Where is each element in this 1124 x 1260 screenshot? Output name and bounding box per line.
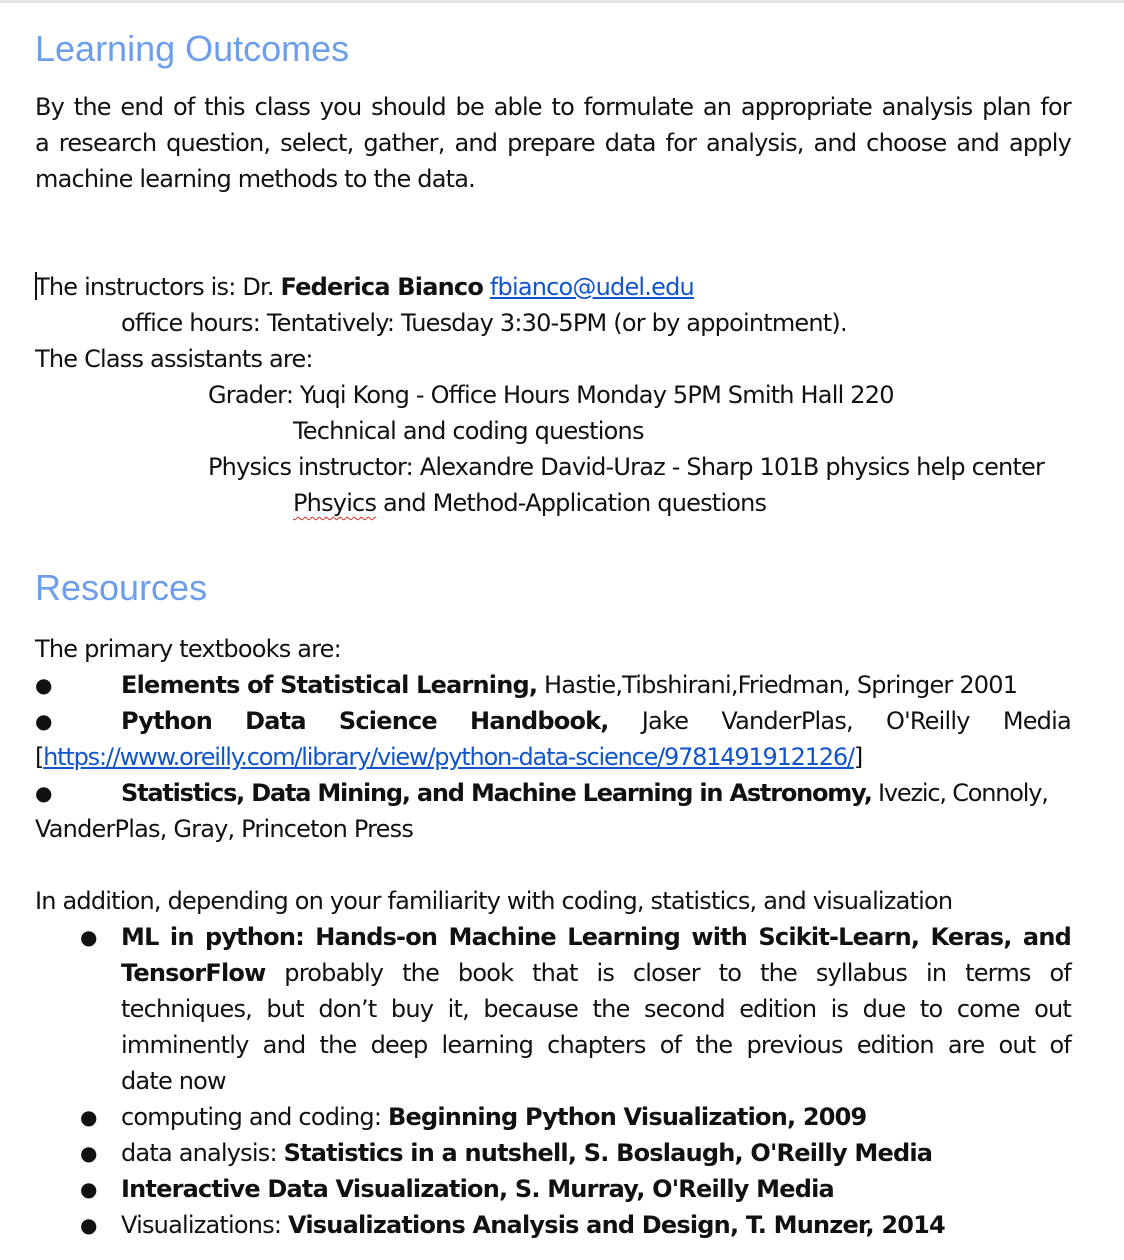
extra-resource-1: computing and coding: Beginning Python Visualization, 2009 <box>121 1103 867 1131</box>
textbook-2: Python Data Science Handbook, Jake VanderPlas, O'Reilly Media <box>121 707 1071 735</box>
textbook-3-line-2: VanderPlas, Gray, Princeton Press <box>35 815 414 843</box>
assistants-intro: The Class assistants are: <box>35 345 313 373</box>
ml-book-line-2: TensorFlow probably the book that is closer to the syllabus in terms of <box>121 959 1071 987</box>
bullet-icon: ● <box>80 1105 98 1129</box>
bullet-icon: ● <box>80 1141 98 1165</box>
outcomes-line-2: a research question, select, gather, and prepare data for analysis, and choose and apply <box>35 129 1071 157</box>
resources-heading: Resources <box>35 567 208 608</box>
additional-intro: In addition, depending on your familiarity with coding, statistics, and visualization <box>35 887 953 915</box>
ml-book-line-4: imminently and the deep learning chapters of the previous edition are out of <box>121 1031 1071 1059</box>
extra-resource-2: data analysis: Statistics in a nutshell, S. Boslaugh, O'Reilly Media <box>121 1139 933 1167</box>
outcomes-line-3: machine learning methods to the data. <box>35 165 475 193</box>
textbook-1: Elements of Statistical Learning, Hastie,Tibshirani,Friedman, Springer 2001 <box>121 671 1018 699</box>
top-border <box>0 0 1124 3</box>
learning-outcomes-heading: Learning Outcomes <box>35 28 350 69</box>
textbook-3: Statistics, Data Mining, and Machine Learning in Astronomy, Ivezic, Connoly, <box>121 779 1048 807</box>
office-hours: office hours: Tentatively: Tuesday 3:30-5PM (or by appointment). <box>121 309 847 337</box>
physics-instructor-line: Physics instructor: Alexandre David-Uraz - Sharp 101B physics help center <box>208 453 1045 481</box>
bullet-icon: ● <box>80 1177 98 1201</box>
textbook-2-link-line: [https://www.oreilly.com/library/view/python-data-science/9781491912126/] <box>35 743 862 771</box>
outcomes-line-1: By the end of this class you should be able to formulate an appropriate analysis plan for <box>35 93 1071 121</box>
bullet-icon: ● <box>35 673 53 697</box>
ml-book-title: ML in python: Hands-on Machine Learning with Scikit-Learn, Keras, and <box>121 923 1071 951</box>
instructor-name: Federica Bianco <box>280 273 484 301</box>
ml-book-line-3: techniques, but don’t buy it, because the second edition is due to come out <box>121 995 1071 1023</box>
ml-book-line-5: date now <box>121 1067 226 1095</box>
instructor-email-link[interactable]: fbianco@udel.edu <box>489 273 694 301</box>
instructor-line: The instructors is: Dr. Federica Bianco fbianco@udel.edu <box>35 273 694 301</box>
bullet-icon: ● <box>35 781 53 805</box>
grader-note: Technical and coding questions <box>293 417 644 445</box>
primary-textbooks-intro: The primary textbooks are: <box>35 635 341 663</box>
oreilly-book-link[interactable]: https://www.oreilly.com/library/view/python-data-science/9781491912126/ <box>43 743 854 771</box>
bullet-icon: ● <box>35 709 53 733</box>
physics-note: Phsyics and Method-Application questions <box>293 489 767 517</box>
extra-resource-4: Visualizations: Visualizations Analysis and Design, T. Munzer, 2014 <box>121 1211 945 1239</box>
extra-resource-3: Interactive Data Visualization, S. Murray, O'Reilly Media <box>121 1175 834 1203</box>
bullet-icon: ● <box>80 925 98 949</box>
grader-line: Grader: Yuqi Kong - Office Hours Monday 5PM Smith Hall 220 <box>208 381 894 409</box>
misspelled-word[interactable]: Phsyics <box>293 489 377 517</box>
bullet-icon: ● <box>80 1213 98 1237</box>
